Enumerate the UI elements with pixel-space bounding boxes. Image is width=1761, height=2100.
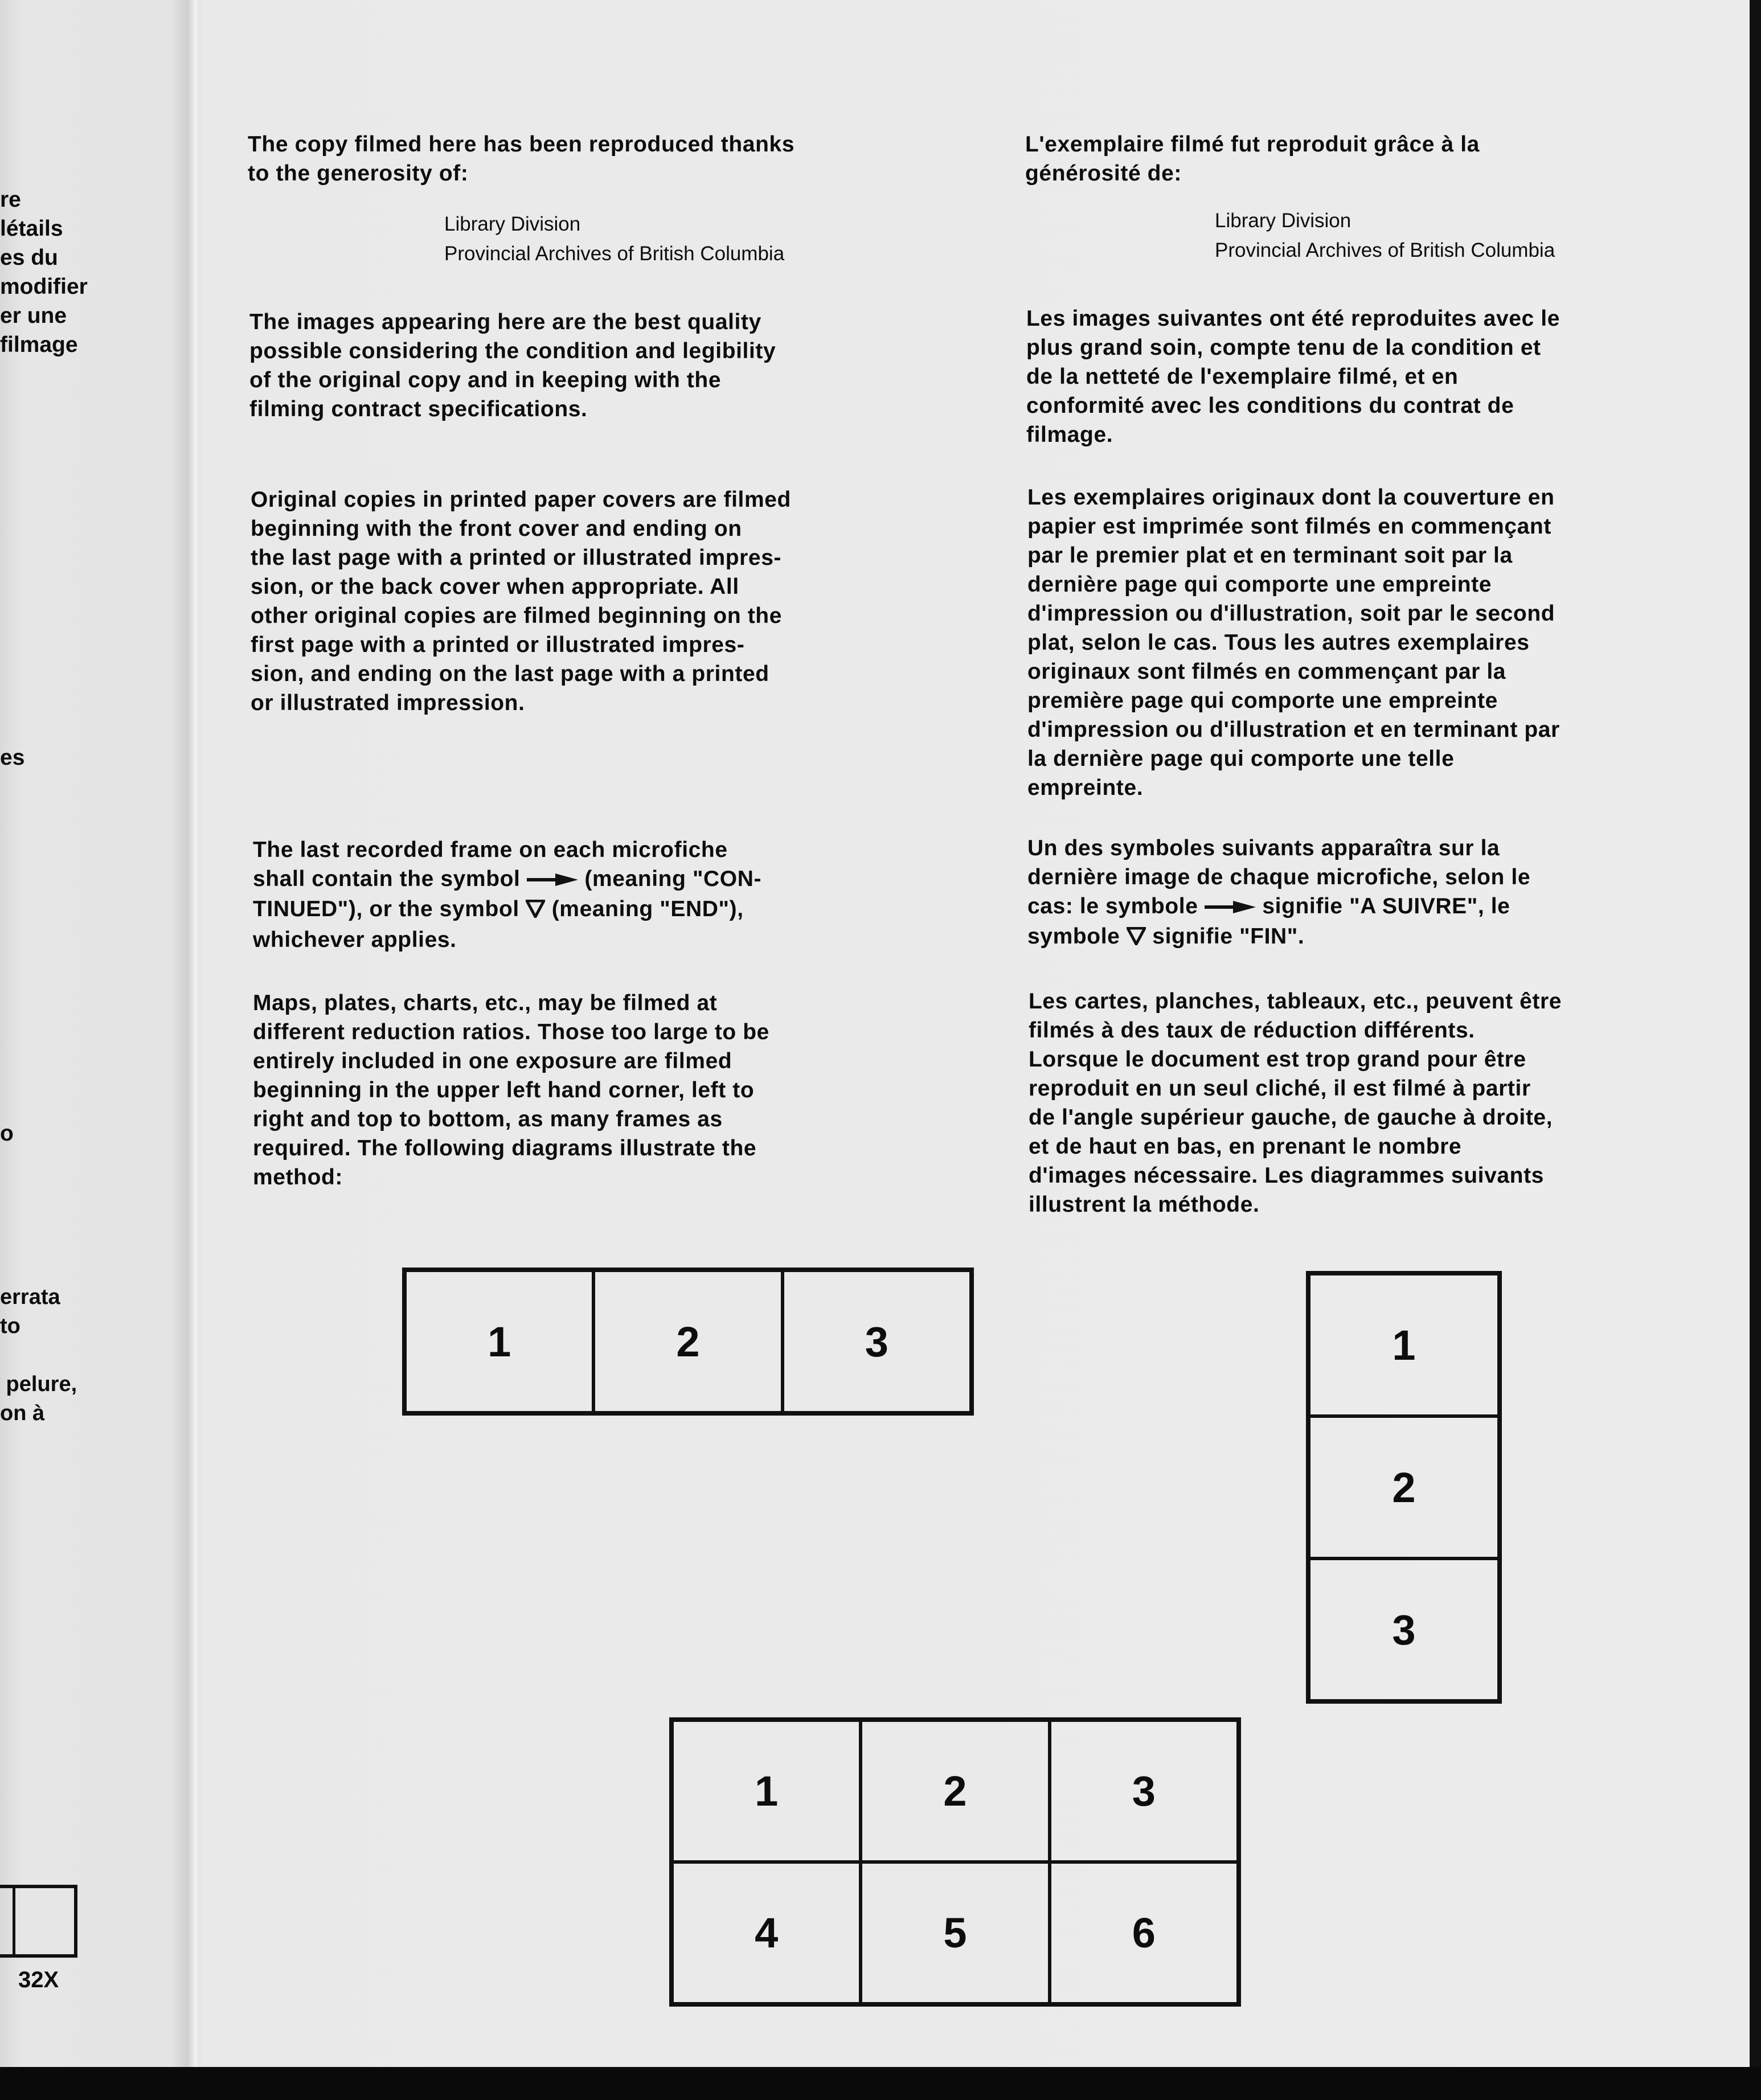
fr-symbols-line-3b: signifie "A SUIVRE", le [1255, 894, 1510, 918]
en-symbols-line-3 [253, 895, 761, 925]
fr-covers-text: Les exemplaires originaux dont la couverture en papier est imprimée sont filmés en commençant par le premier plat et en terminant soit par la dernière page qui comporte une empreinte d'impression ou d'illustration, soit par le second plat, selon le cas. Tous les autres exemplaires originaux sont filmés en commençant par la première page qui comporte une empreinte d'impression ou d'illustration et en terminant par la dernière page qui comporte une telle empreinte. [1027, 485, 1560, 800]
fr-symbols-line-1: Un des symboles suivants apparaîtra sur la [1027, 836, 1500, 860]
fr-library-credit: Library Division Provincial Archives of British Columbia [1215, 210, 1555, 261]
fr-symbols-line-4b: signifie "FIN". [1145, 924, 1305, 949]
en-thanks-text: The copy filmed here has been reproduced thanks to the generosity of: [248, 132, 795, 186]
fr-quality-text: Les images suivantes ont été reproduites avec le plus grand soin, compte tenu de la condition et de la netteté de l'exemplaire filmé, et en conformité avec les conditions du contrat de filmage. [1026, 306, 1560, 447]
diagram-g-frame-4: 4 [672, 1862, 861, 2004]
diagram-vertical-frames [1306, 1271, 1502, 1704]
fr-symbols-line-3a: cas: le symbole [1027, 894, 1205, 918]
left-edge-text-mark: o [0, 1121, 14, 1146]
fr-symbols-line-2: dernière image de chaque microfiche, selon le [1027, 865, 1531, 889]
diagram-h-frame-3: 3 [783, 1270, 971, 1413]
en-symbols-line-2a: shall contain the symbol [253, 867, 527, 891]
en-symbols-line-2 [253, 864, 761, 895]
diagram-grid-frames [669, 1717, 1241, 2007]
en-symbols-text [253, 835, 761, 954]
fr-symbols-line-4 [1027, 922, 1530, 953]
fr-maps-text: Les cartes, planches, tableaux, etc., peuvent être filmés à des taux de réduction différents. Lorsque le document est trop grand pour être reproduit en un seul cliché, il est filmé à partir de l'angle supérieur gauche, de gauche à droite, et de haut en bas, en prenant le nombre d'images nécessaire. Les diagrammes suivants illustrent la méthode. [1029, 989, 1562, 1217]
diagram-v-frame-2: 2 [1309, 1416, 1499, 1558]
diagram-g-frame-1: 1 [672, 1720, 861, 1862]
en-covers-text: Original copies in printed paper covers are filmed beginning with the front cover and ending on the last page with a printed or illustrated impres- sion, or the back cover when appropriate. All other original copies are filmed beginning on the first page with a printed or illustrated impres- sion, and ending on the last page with a printed or illustrated impression. [251, 487, 791, 715]
en-library-credit: Library Division Provincial Archives of British Columbia [444, 213, 785, 265]
fr-symbols-line-3 [1027, 892, 1530, 922]
diagram-v-frame-3: 3 [1309, 1558, 1499, 1701]
left-edge-text-top: re létails es du modifier er une filmage [0, 187, 88, 357]
en-quality-text: The images appearing here are the best quality possible considering the condition and legibility of the original copy and in keeping with the filming contract specifications. [249, 310, 776, 421]
en-maps-text: Maps, plates, charts, etc., may be filmed at different reduction ratios. Those too large to be entirely included in one exposure are filmed beginning in the upper left hand corner, left to right and top to bottom, as many frames as required. The following diagrams illustrate the method: [253, 991, 769, 1190]
end-triangle-icon [526, 896, 545, 925]
left-edge-text-mid: es [0, 745, 25, 770]
bottom-edge-border [0, 2067, 1761, 2100]
fr-thanks-text: L'exemplaire filmé fut reproduit grâce à la générosité de: [1025, 132, 1480, 186]
en-symbols-line-1: The last recorded frame on each microfiche [253, 838, 728, 862]
suivre-arrow-icon [1205, 893, 1256, 922]
en-symbols-line-3b: (meaning "END"), [545, 897, 744, 922]
diagram-g-frame-5: 5 [861, 1862, 1049, 2004]
diagram-g-frame-2: 2 [861, 1720, 1049, 1862]
continued-arrow-icon [527, 866, 578, 895]
diagram-horizontal-frames [402, 1268, 974, 1416]
right-edge-border [1750, 0, 1761, 2100]
left-edge-box [0, 1885, 77, 1958]
en-symbols-line-2b: (meaning "CON- [578, 867, 762, 891]
en-symbols-line-3a: TINUED"), or the symbol [253, 897, 526, 922]
diagram-h-frame-2: 2 [593, 1270, 782, 1413]
diagram-v-frame-1: 1 [1309, 1274, 1499, 1416]
diagram-h-frame-1: 1 [405, 1270, 593, 1413]
left-edge-text-lower: errata to pelure, on à [0, 1285, 77, 1425]
fr-symbols-text [1027, 834, 1530, 953]
fin-triangle-icon [1127, 924, 1146, 953]
reduction-ratio-label: 32X [18, 1967, 59, 1992]
fr-symbols-line-4a: symbole [1027, 924, 1127, 949]
diagram-g-frame-3: 3 [1050, 1720, 1238, 1862]
diagram-g-frame-6: 6 [1050, 1862, 1238, 2004]
page-fold-shadow [188, 0, 200, 2067]
en-symbols-line-4: whichever applies. [253, 928, 457, 953]
